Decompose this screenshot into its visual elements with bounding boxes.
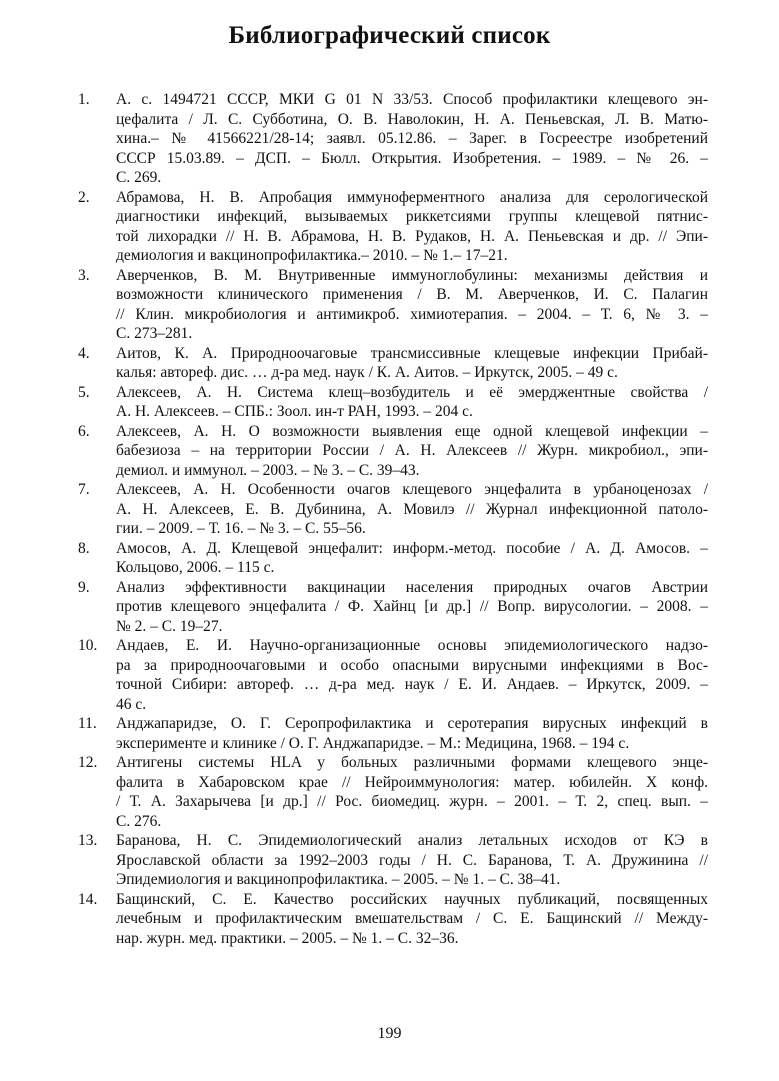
entry-line: Амосов, А. Д. Клещевой энцефалит: информ.-метод. пособие / А. Д. Амосов. – — [116, 539, 708, 557]
entry-line: А. Н. Алексеев, Е. В. Дубинина, А. Мовилэ // Журнал инфекционной патоло- — [116, 500, 708, 518]
entry-line: Алексеев, А. Н. Особенности очагов клещевого энцефалита в урбаноценозах / — [116, 481, 708, 498]
entry-number: 2. — [78, 188, 90, 206]
bibliography-entry — [78, 188, 708, 266]
entry-number: 10. — [78, 637, 98, 654]
bibliography-entry — [78, 578, 708, 637]
entry-line: диагностики инфекций, вызываемых риккетсиями группы клещевой пятнис- — [116, 208, 708, 225]
entry-number: 12. — [78, 754, 98, 771]
entry-line: Кольцово, 2006. – 115 с. — [116, 559, 275, 576]
entry-line: Абрамова, Н. В. Апробация иммуноферментного анализа для серологической — [116, 188, 708, 206]
entry-text — [116, 266, 708, 344]
bibliography-entry — [78, 383, 708, 422]
entry-text — [116, 383, 708, 422]
entry-line: С. 269. — [116, 169, 162, 186]
entry-line: демиология и вакцинопрофилактика.– 2010. – № 1.– 17–21. — [116, 247, 508, 264]
entry-line: А. Н. Алексеев. – СПБ.: Зоол. ин-т РАН, 1993. – 204 с. — [116, 403, 473, 420]
entry-text — [116, 480, 708, 539]
entry-line: демиол. и иммунол. – 2003. – № 3. – С. 39–43. — [116, 461, 420, 479]
entry-number: 7. — [78, 481, 90, 498]
entry-number: 9. — [78, 578, 90, 596]
entry-line: 46 с. — [116, 695, 147, 713]
entry-text — [116, 636, 708, 714]
entry-line: Алексеев, А. Н. О возможности выявления еще одной клещевой инфекции – — [116, 422, 708, 440]
entry-line: калья: автореф. дис. … д-ра мед. наук / К. А. Аитов. – Иркутск, 2005. – 49 с. — [116, 364, 618, 381]
entry-line: эксперименте и клинике / О. Г. Анджапаридзе. – М.: Медицина, 1968. – 194 с. — [116, 734, 630, 752]
entry-text — [116, 90, 708, 188]
entry-line: бабезиоза – на территории России / А. Н. Алексеев // Журн. микробиол., эпи- — [116, 442, 708, 459]
entry-line: Баранова, Н. С. Эпидемиологический анализ летальных исходов от КЭ в — [116, 832, 708, 849]
entry-line: гии. – 2009. – Т. 16. – № 3. – С. 55–56. — [116, 520, 366, 537]
entry-line: цефалита / Л. С. Субботина, О. В. Наволокин, Н. А. Пеньевская, Л. В. Матю- — [116, 110, 708, 128]
entry-line: точной Сибири: автореф. … д-ра мед. наук / Е. И. Андаев. – Иркутск, 2009. – — [116, 676, 708, 693]
entry-line: Ярославской области за 1992–2003 годы / Н. С. Баранова, Т. А. Дружинина // — [116, 851, 708, 869]
entry-text — [116, 539, 708, 578]
entry-text — [116, 344, 708, 383]
bibliography-entry — [78, 344, 708, 383]
entry-text — [116, 714, 708, 753]
entry-line: Эпидемиология и вакцинопрофилактика. – 2005. – № 1. – С. 38–41. — [116, 871, 561, 888]
bibliography-entry — [78, 90, 708, 188]
entry-line: той лихорадки // Н. В. Абрамова, Н. В. Рудаков, Н. А. Пеньевская и др. // Эпи- — [116, 227, 708, 245]
page-title: Библиографический список — [228, 22, 551, 49]
entry-line: С. 276. — [116, 812, 162, 830]
entry-text — [116, 578, 708, 637]
entry-line: Анджапаридзе, О. Г. Серопрофилактика и серотерапия вирусных инфекций в — [116, 715, 708, 732]
entry-number: 1. — [78, 91, 90, 108]
entry-text — [116, 753, 708, 831]
entry-number: 4. — [78, 344, 90, 362]
entry-line: ра за природноочаговыми и особо опасными вирусными инфекциями в Вос- — [116, 656, 708, 674]
entry-line: Антигены системы HLA у больных различными формами клещевого энце- — [116, 754, 708, 771]
entry-line: / Т. А. Захарычева [и др.] // Рос. биомедиц. журн. – 2001. – Т. 2, спец. вып. – — [116, 793, 708, 810]
entry-number: 11. — [78, 715, 97, 732]
entry-line: лечебным и профилактическим вмешательствам / С. Е. Бащинский // Между- — [116, 910, 708, 927]
entry-number: 6. — [78, 422, 90, 440]
entry-number: 3. — [78, 266, 90, 284]
entry-line: С. 273–281. — [116, 325, 193, 342]
entry-number: 5. — [78, 383, 90, 401]
entry-line: Бащинский, С. Е. Качество российских научных публикаций, посвященных — [116, 890, 708, 908]
entry-line: Андаев, Е. И. Научно-организационные основы эпидемиологического надзо- — [116, 637, 708, 654]
bibliography-entry — [78, 714, 708, 753]
entry-text — [116, 422, 708, 481]
bibliography-entry — [78, 422, 708, 481]
entry-line: Алексеев, А. Н. Система клещ–возбудитель и её эмерджентные свойства / — [116, 383, 708, 401]
entry-line: Анализ эффективности вакцинации населения природных очагов Австрии — [116, 578, 708, 596]
entry-text — [116, 188, 708, 266]
bibliography-entry — [78, 890, 708, 949]
entry-number: 14. — [78, 890, 98, 908]
entry-line: Аитов, К. А. Природноочаговые трансмиссивные клещевые инфекции Прибай- — [116, 344, 708, 362]
bibliography-entry — [78, 753, 708, 831]
entry-line: возможности клинического применения / В. М. Аверченков, И. С. Палагин — [116, 286, 708, 303]
bibliography-entry — [78, 266, 708, 344]
entry-number: 8. — [78, 539, 90, 557]
entry-line: СССР 15.03.89. – ДСП. – Бюлл. Открытия. Изобретения. – 1989. – № 26. – — [116, 149, 708, 167]
entry-line: № 2. – С. 19–27. — [116, 617, 223, 635]
entry-line: фалита в Хабаровском крае // Нейроиммунология: матер. юбилейн. X конф. — [116, 773, 708, 791]
entry-number: 13. — [78, 832, 98, 849]
bibliography-entry — [78, 831, 708, 890]
entry-line: против клещевого энцефалита / Ф. Хайнц [и др.] // Вопр. вирусологии. – 2008. – — [116, 598, 708, 615]
entry-text — [116, 831, 708, 890]
entry-line: А. с. 1494721 СССР, МКИ G 01 N 33/53. Способ профилактики клещевого эн- — [116, 91, 708, 108]
entry-text — [116, 890, 708, 949]
page-number: 199 — [377, 1025, 402, 1042]
entry-line: Аверченков, В. М. Внутривенные иммуноглобулины: механизмы действия и — [116, 266, 708, 284]
bibliography-list — [78, 90, 708, 948]
bibliography-entry — [78, 539, 708, 578]
entry-line: // Клин. микробиология и антимикроб. химиотерапия. – 2004. – Т. 6, № 3. – — [116, 305, 708, 323]
bibliography-entry — [78, 480, 708, 539]
entry-line: хина.– № 41566221/28-14; заявл. 05.12.86. – Зарег. в Госреестре изобретений — [116, 130, 708, 147]
entry-line: нар. журн. мед. практики. – 2005. – № 1. – С. 32–36. — [116, 929, 459, 947]
bibliography-entry — [78, 636, 708, 714]
